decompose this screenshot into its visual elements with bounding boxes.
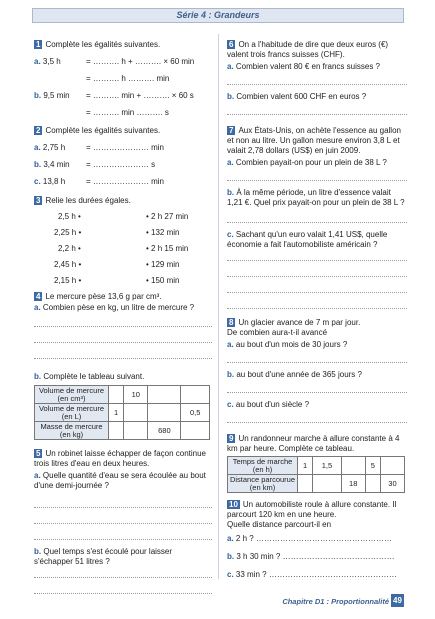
table-cell[interactable]: 10	[124, 386, 148, 404]
duration-right[interactable]: • 2 h 15 min	[146, 244, 189, 253]
table-cell[interactable]: 5	[365, 457, 380, 475]
duration-left[interactable]: 2,15 h •	[54, 276, 82, 285]
instruction: Un robinet laisse échapper de façon continue trois litres d'eau en deux heures.	[34, 449, 207, 468]
answer-line[interactable]	[227, 422, 407, 423]
answer-line[interactable]: = ………………… min	[86, 143, 165, 152]
instruction: Le mercure pèse 13,6 g par cm³.	[45, 292, 162, 301]
duration-right[interactable]: • 150 min	[146, 276, 180, 285]
exercise-number: 1	[36, 40, 41, 49]
answer-line[interactable]	[227, 84, 407, 85]
chapter-footer: Chapitre D1 : Proportionnalité	[282, 597, 389, 606]
answer-line[interactable]	[227, 276, 407, 277]
exercise-2: 2 Complète les égalités suivantes. a. 2,75 h = ………………… min b. 3,4 min = ………………… s c. 13,8 h = ………………… min	[34, 126, 212, 136]
table-cell[interactable]	[124, 422, 148, 440]
table-cell[interactable]: 680	[148, 422, 181, 440]
answer-line[interactable]	[227, 114, 407, 115]
answer-line[interactable]	[34, 342, 212, 343]
answer-line[interactable]: = ………. h ………. min	[86, 74, 170, 83]
table-cell[interactable]	[298, 475, 313, 493]
table-cell[interactable]: 1	[298, 457, 313, 475]
answer-line[interactable]	[34, 539, 212, 540]
table-cell[interactable]	[341, 457, 365, 475]
answer-line[interactable]	[227, 308, 407, 309]
answer-line[interactable]: = ………………… s	[86, 160, 156, 169]
exercise-7: 7 Aux États-Unis, on achète l'essence au gallon et non au litre. Un gallon mesure environ 3,8 L et valait 2,78 dollars (US$) en juin 2009. a. Combien payait-on pour un plein de 38 L ? b. À la même période, un litre d'essence valait 1,21 €. Quel prix payait-on pour un plein de 38 L ? c. Sachant qu'un euro valait 1,41 US$, quelle économie a fait l'automobiliste américain ?	[227, 126, 407, 156]
answer-line[interactable]	[34, 577, 212, 578]
exercise-5: 5 Un robinet laisse échapper de façon continue trois litres d'eau en deux heures. a. Quelle quantité d'eau se sera écoulée au bout d'une demi-journée ? b. Quel temps s'est écoulé pour laisser s'échapper 51 litres ?	[34, 449, 212, 469]
answer-line[interactable]: = ………. h + ………. × 60 min	[86, 57, 195, 66]
answer-line[interactable]	[34, 326, 212, 327]
answer-line[interactable]	[227, 260, 407, 261]
table-cell[interactable]	[148, 404, 181, 422]
table-cell[interactable]: 1,5	[313, 457, 341, 475]
table-cell[interactable]: 30	[380, 475, 404, 493]
answer-line[interactable]	[34, 593, 212, 594]
table-cell[interactable]	[380, 457, 404, 475]
table-cell[interactable]: 18	[341, 475, 365, 493]
answer-line[interactable]	[227, 222, 407, 223]
duration-right[interactable]: • 132 min	[146, 228, 180, 237]
answer-line[interactable]	[227, 180, 407, 181]
table-cell[interactable]: 1	[109, 404, 124, 422]
exercise-6: 6 On a l'habitude de dire que deux euros (€) valent trois francs suisses (CHF). a. Combien valent 80 € en francs suisses ? b. Combien valent 600 CHF en euros ?	[227, 40, 407, 60]
table-cell[interactable]	[109, 386, 124, 404]
exercise-10: 10 Un automobiliste roule à allure constante. Il parcourt 120 km en une heure. Quelle distance parcourt-il en a. 2 h ? …………………………………………… b. 3 h 30 min ? …………………………………… c. 33 min ? …………………………………………	[227, 500, 407, 530]
left-column	[34, 34, 212, 579]
table-cell[interactable]	[124, 404, 148, 422]
exercise-3: 3 Relie les durées égales. 2,5 h • 2,25 h • 2,2 h • 2,45 h • 2,15 h • • 2 h 27 min • 132 min • 2 h 15 min • 129 min • 150 min	[36, 196, 189, 285]
answer-line[interactable]: = ………. min ………. s	[86, 108, 169, 117]
table-cell[interactable]	[313, 475, 341, 493]
instruction: Un automobiliste roule à allure constante. Il parcourt 120 km en une heure.	[227, 500, 397, 519]
answer-line[interactable]	[34, 507, 212, 508]
answer-line[interactable]	[34, 523, 212, 524]
duration-left[interactable]: 2,2 h •	[58, 244, 81, 253]
instruction: Un randonneur marche à allure constante à 4 km par heure. Complète ce tableau.	[227, 434, 400, 453]
table-cell[interactable]: 0,5	[181, 404, 210, 422]
instruction: Aux États-Unis, on achète l'essence au gallon et non au litre. Un gallon mesure environ 3,8 L et valait 2,78 dollars (US$) en juin 2009.	[227, 126, 401, 155]
instruction: Complète les égalités suivantes.	[45, 126, 161, 135]
answer-line[interactable]: a. 2 h ? ……………………………………………	[227, 534, 392, 543]
answer-line[interactable]: c. 33 min ? …………………………………………	[227, 570, 397, 579]
answer-line[interactable]: b. 3 h 30 min ? ……………………………………	[227, 552, 395, 561]
answer-line[interactable]	[227, 292, 407, 293]
answer-line[interactable]	[227, 392, 407, 393]
instruction: Complète les égalités suivantes.	[45, 40, 161, 49]
table-cell[interactable]	[181, 422, 210, 440]
table-cell[interactable]	[181, 386, 210, 404]
table-cell[interactable]	[365, 475, 380, 493]
mercury-table: Volume de mercure (en cm³) 10 Volume de mercure (en L) 1 0,5 Masse de mercure (en kg) 680	[34, 385, 210, 440]
exercise-8: 8 Un glacier avance de 7 m par jour. De combien aura-t-il avancé a. au bout d'un mois de 30 jours ? b. au bout d'une année de 365 jours ? c. au bout d'un siècle ?	[227, 318, 407, 338]
duration-right[interactable]: • 129 min	[146, 260, 180, 269]
duration-left[interactable]: 2,5 h •	[58, 212, 81, 221]
answer-line[interactable]	[227, 362, 407, 363]
page-number: 49	[391, 594, 404, 607]
answer-line[interactable]: = ………. min + ………. × 60 s	[86, 91, 194, 100]
series-title: Série 4 : Grandeurs	[32, 8, 404, 23]
duration-left[interactable]: 2,25 h •	[54, 228, 82, 237]
instruction: On a l'habitude de dire que deux euros (€) valent trois francs suisses (CHF).	[227, 40, 389, 59]
duration-right[interactable]: • 2 h 27 min	[146, 212, 189, 221]
instruction: Relie les durées égales.	[45, 196, 131, 205]
answer-line[interactable]: = ………………… min	[86, 177, 165, 186]
exercise-9: 9 Un randonneur marche à allure constante à 4 km par heure. Complète ce tableau. Temps de marche (en h) 1 1,5 5 Distance parcourue (en km) 18 30	[227, 434, 407, 454]
right-column	[227, 34, 407, 579]
hiker-table: Temps de marche (en h) 1 1,5 5 Distance parcourue (en km) 18 30	[227, 456, 405, 493]
answer-line[interactable]	[34, 358, 212, 359]
table-cell[interactable]	[148, 386, 181, 404]
instruction: Un glacier avance de 7 m par jour.	[238, 318, 361, 327]
table-cell[interactable]	[109, 422, 124, 440]
exercise-4: 4 Le mercure pèse 13,6 g par cm³. a. Combien pèse en kg, un litre de mercure ? b. Complète le tableau suivant. Volume de mercure (en cm³) 10 Volume de mercure (en L) 1 0,5 Masse de mercure (en kg) 680	[34, 292, 212, 302]
exercise-1: 1 Complète les égalités suivantes. a. 3,5 h = ………. h + ………. × 60 min = ………. h ………. min b. 9,5 min = ………. min + ………. × 60 s = ………. min ………. s	[34, 40, 212, 50]
duration-left[interactable]: 2,45 h •	[54, 260, 82, 269]
